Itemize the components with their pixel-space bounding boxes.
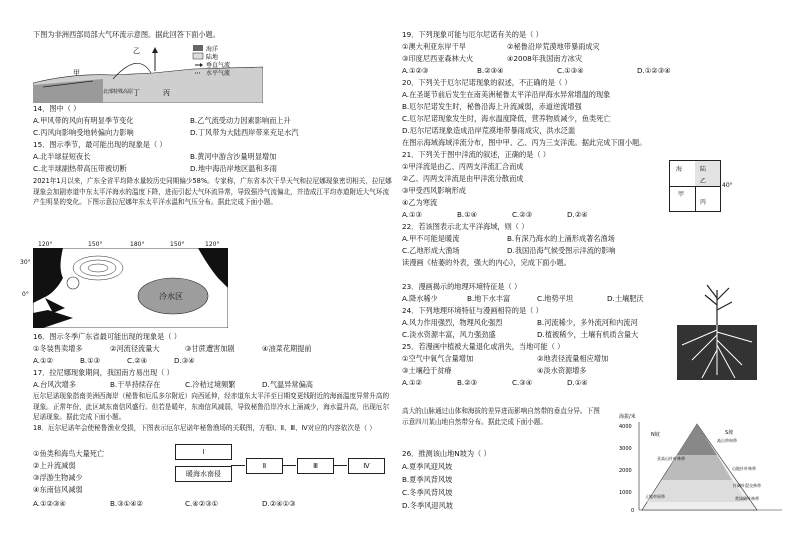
q17-option-a[interactable]: A.台风次增多 — [33, 380, 77, 389]
label-s-slope: S坡 — [725, 430, 734, 436]
right-column — [397, 0, 794, 549]
q16-choice-c[interactable]: C.②④ — [127, 356, 148, 365]
q18-opt-3: ③浮游生物减少 — [33, 473, 83, 482]
ocean-lat-40: 40° — [722, 182, 733, 189]
q25-choice-b[interactable]: B.②③ — [457, 378, 478, 387]
q19-choice-a[interactable]: A.①②③ — [402, 66, 429, 75]
q18-choice-c[interactable]: C.④②③① — [185, 499, 219, 508]
q20-option-a[interactable]: A.在圣诞节前后发生在南美洲秘鲁太平洋沿岸海水异常增温的现象 — [402, 90, 611, 99]
legend-vertical: 垂直气流 — [206, 62, 231, 69]
q18-choice-b[interactable]: B.③①④② — [110, 499, 143, 508]
q14-stem: 14．图中（ ） — [33, 104, 81, 113]
q25-opt-4: ④淡水资源增多 — [537, 366, 587, 375]
flow-box-iv: Ⅳ — [348, 458, 385, 474]
passage-elnino: 厄尔尼诺现象指南美洲西海岸（秘鲁和厄瓜多尔附近）向西延伸，经赤道东太平洋至日期变更线附近的海面温度异常升高的现象。正常年份，此区域东南信风盛行。但若是暖年，东南信风减弱，导致秘鲁沿岸冷水上涌减少，海水温升高，出现厄尔尼诺现象。据此完成下面小题。 — [33, 392, 390, 422]
q25-stem: 25．若漫画中植被大量退化或消失，当地可能（ ） — [402, 342, 565, 351]
comic-intro: 读漫画《枯萎的外表，强大的内心》，完成下面小题。 — [402, 258, 571, 267]
lat-label-30: 30° — [20, 259, 31, 266]
q24-option-c[interactable]: C.淡水资源丰富，风力强劲盛 — [402, 330, 496, 339]
q18-stem: 18．厄尔尼诺年会使秘鲁渔业受损，下图表示厄尔尼诺年秘鲁渔场的关联图，方框Ⅰ、Ⅱ、Ⅲ、Ⅳ对应的内容依次是（ ） — [33, 424, 376, 432]
y-tick-1000: 1000 — [619, 490, 632, 496]
q24-option-b[interactable]: B.河流稀少，多外流河和内流河 — [537, 318, 638, 327]
q19-opt-2: ②秘鲁沿岸荒漠地带暴雨成灾 — [507, 42, 600, 51]
mountain-y-title: 海拔/米 — [619, 414, 636, 420]
q22-option-b[interactable]: B.有深乃海水的上涌形成著名渔场 — [507, 234, 615, 243]
q18-opt-2: ②上升流减弱 — [33, 461, 76, 470]
q18-choice-d[interactable]: D.②④①③ — [262, 499, 296, 508]
legend-horizontal: 水平气流 — [206, 70, 231, 77]
q15-option-d[interactable]: D.地中海沿岸地区温和多雨 — [190, 164, 277, 173]
q25-opt-2: ②地表径流量相应增加 — [537, 354, 609, 363]
passage-mountain: 高大的山脉通过山体和海拔的差异进而影响自然带的垂直分异。下图示意四川某山地自然带分布。据此完成下面小题。 — [402, 407, 600, 426]
q21-choice-b[interactable]: B.①④ — [457, 210, 478, 219]
q16-opt-1: ①冬装售卖增多 — [33, 344, 83, 353]
lat-label-0: 0° — [22, 291, 29, 298]
flow-arrow-2 — [282, 465, 296, 466]
q16-opt-2: ②河流径流量大 — [110, 344, 160, 353]
q26-option-a[interactable]: A.夏季风迎风坡 — [402, 462, 453, 471]
q19-stem: 19．下列现象可能与厄尔尼诺有关的是（ ） — [402, 30, 543, 39]
y-tick-4000: 4000 — [619, 424, 632, 430]
ocean-label-land: 陆 — [700, 166, 707, 173]
q16-choice-b[interactable]: B.①③ — [80, 356, 101, 365]
q16-opt-4: ④油菜花期提前 — [262, 344, 312, 353]
fig1-side-note: 北部特殊高原 — [103, 89, 134, 95]
q19-opt-4: ④2008年我国南方冰灾 — [507, 54, 583, 63]
q21-opt-1: ①甲洋流是由乙、丙两支洋流汇合而成 — [402, 162, 524, 171]
q25-opt-1: ①空气中氧气含量增加 — [402, 354, 474, 363]
y-tick-0: 0 — [631, 508, 635, 514]
q26-option-b[interactable]: B.夏季风背风坡 — [402, 475, 453, 484]
label-grassland: 土地草原带 — [645, 494, 665, 499]
q18-choice-a[interactable]: A.①②③④ — [33, 499, 66, 508]
label-alpine-meadow: 高山草甸带 — [717, 438, 737, 443]
mountain-figure — [617, 410, 787, 515]
y-tick-3000: 3000 — [619, 446, 632, 452]
q21-choice-a[interactable]: A.①③ — [402, 210, 422, 219]
ocean-cell-bing: 丙 — [700, 199, 707, 206]
lon-label-4: 150° — [170, 241, 185, 248]
q24-option-a[interactable]: A.风力作用强烈，物理风化强烈 — [402, 318, 503, 327]
q15-stem: 15．图示季节，最可能出现的现象是（ ） — [33, 140, 167, 149]
q18-opt-1: ①鱼类和海鸟大量死亡 — [33, 449, 105, 458]
q16-choice-a[interactable]: A.①② — [33, 356, 53, 365]
q23-stem: 23．漫画揭示的地理环境特征是（ ） — [402, 282, 522, 291]
q17-option-b[interactable]: B.干旱持续存在 — [110, 380, 161, 389]
ocean-label-sea: 海 — [676, 166, 683, 173]
fig1-label-ding: 丁 — [133, 89, 140, 97]
label-n-slope: N坡 — [651, 432, 660, 438]
q24-option-d[interactable]: D.植被稀少，土壤有机质含量大 — [537, 330, 639, 339]
q20-option-b[interactable]: B.厄尔尼诺发生时，秘鲁沿海上升流减弱，赤道逆流增强 — [402, 102, 582, 111]
fig1-label-jia: 甲 — [73, 69, 80, 77]
label-subalpine-conifer: 亚高山针叶林带 — [657, 456, 685, 461]
q19-choice-c[interactable]: C.①③④ — [557, 66, 584, 75]
q20-option-d[interactable]: D.厄尔尼诺现象造成沿岸荒漠地带暴雨成灾，洪水泛滥 — [402, 126, 576, 135]
q16-stem: 16．图示冬季广东省最可能出现的现象是（ ） — [33, 332, 181, 341]
q14-option-c[interactable]: C.丙风向影响受地转偏向力影响 — [33, 128, 134, 137]
q21-opt-4: ④乙为寒流 — [402, 198, 438, 207]
q19-choice-d[interactable]: D.①②③④ — [637, 66, 671, 75]
tree-comic — [677, 280, 757, 380]
q18-opt-4: ④东南信风减弱 — [33, 485, 83, 494]
passage-lanina: 2021年1月以来，广东全省平均降水量较历史同期偏少58%。专家称，广东省本次干旱天气和拉尼娜现象密切相关，拉尼娜现象会加剧赤道中东太平洋海水的温度下降，进而引起大气环流异常，导致强冷气流偏北，并造成江平均赤道附近大气环流产生明显的变化。下图示意拉尼娜年东太平洋水温和气压分布。据此完成下面小题。 — [33, 177, 392, 207]
flow-box-warm: 暖海水南侵 — [175, 466, 232, 482]
fig1-label-yi: 乙 — [133, 47, 140, 55]
q23-option-a[interactable]: A.降水稀少 — [402, 294, 438, 303]
q17-option-d[interactable]: D.气温异常偏高 — [262, 380, 313, 389]
label-mountain-conifer: 山地针叶林带 — [732, 466, 756, 471]
q21-opt-3: ③甲受西风影响形成 — [402, 186, 466, 195]
q22-stem: 22．若该图表示北太平洋海域，则（ ） — [402, 222, 529, 231]
pacific-map — [33, 248, 228, 328]
q25-choice-d[interactable]: D.①④ — [567, 378, 588, 387]
q14-option-d[interactable]: D.丁风带为大陆西岸带来充足水汽 — [190, 128, 299, 137]
cold-water-label: 冷水区 — [159, 292, 183, 301]
flow-box-iii: Ⅲ — [297, 458, 334, 474]
q26-option-d[interactable]: D.冬季风迎风坡 — [402, 501, 453, 510]
q26-stem: 26．推测该山地N坡为（ ） — [402, 449, 491, 458]
lon-label-3: 180° — [130, 241, 145, 248]
flow-arrow-3 — [333, 465, 347, 466]
q19-choice-b[interactable]: B.②③④ — [477, 66, 504, 75]
fig1-label-bing: 丙 — [163, 89, 170, 97]
q19-opt-1: ①澳大利亚东岸干旱 — [402, 42, 466, 51]
flow-box-ii: Ⅱ — [246, 458, 283, 474]
label-mixed-forest: 针阔叶混交林带 — [733, 483, 761, 488]
q22-option-a[interactable]: A.甲不可能是暖流 — [402, 234, 460, 243]
passage-currents: 在图示海域海域洋流分布，图中甲、乙、丙为三支洋流。据此完成下面小题。 — [402, 138, 647, 147]
q17-option-c[interactable]: C.冷秸过境频繁 — [185, 380, 236, 389]
legend-ocean: 海洋 — [206, 46, 219, 53]
lon-label-5: 120° — [205, 241, 220, 248]
q22-option-d[interactable]: D.我国沿海气候受图示洋流的影响 — [507, 246, 616, 255]
q25-choice-a[interactable]: A.①② — [402, 378, 422, 387]
ocean-cell-jia: 甲 — [678, 191, 685, 198]
q23-option-c[interactable]: C.地势平坦 — [537, 294, 574, 303]
q22-option-c[interactable]: C.乙地形成大渔场 — [402, 246, 460, 255]
q23-option-d[interactable]: D.土壤肥沃 — [607, 294, 644, 303]
q15-option-a[interactable]: A.北半球昼短夜长 — [33, 152, 91, 161]
q21-choice-c[interactable]: C.②③ — [512, 210, 533, 219]
q21-stem: 21．下列关于图中洋流的叙述，正确的是（ ） — [402, 150, 550, 159]
q21-choice-d[interactable]: D.②④ — [567, 210, 588, 219]
q24-stem: 24．下列地理环境特征与漫画相符的是（ ） — [402, 306, 543, 315]
q15-option-c[interactable]: C.北半球副热带高压带被切断 — [33, 164, 127, 173]
flow-box-i: Ⅰ — [175, 444, 232, 460]
q26-option-c[interactable]: C.冬季风背风坡 — [402, 488, 453, 497]
q16-choice-d[interactable]: D.③④ — [174, 356, 195, 365]
q17-stem: 17．拉尼娜现象期间，我国南方易出现（ ） — [33, 368, 174, 377]
intro-text: 下图为非洲西部局部大气环流示意图。据此回答下面小题。 — [33, 30, 220, 39]
q21-opt-2: ②乙、丙两支洋流是由甲洋流分散而成 — [402, 174, 524, 183]
atmosphere-figure — [33, 43, 263, 103]
ocean-cell-yi: 乙 — [700, 178, 707, 185]
lon-label-2: 150° — [88, 241, 103, 248]
lon-label-1: 120° — [38, 241, 53, 248]
flow-arrow-1 — [231, 465, 245, 466]
q23-option-b[interactable]: B.地下水丰富 — [467, 294, 511, 303]
label-evergreen-broadleaf: 常绿阔叶林带 — [735, 496, 759, 501]
legend-land: 陆地 — [206, 54, 219, 61]
q15-option-b[interactable]: B.黄河中游含沙量明显增加 — [190, 152, 277, 161]
q25-opt-3: ③土壤趋于贫瘠 — [402, 366, 452, 375]
y-tick-2000: 2000 — [619, 468, 632, 474]
q14-option-a[interactable]: A.甲风带的风向有明显季节变化 — [33, 116, 134, 125]
q25-choice-c[interactable]: C.③④ — [512, 378, 533, 387]
ocean-figure — [669, 160, 721, 212]
q16-opt-3: ③甘蔗遭害加剧 — [185, 344, 235, 353]
q14-option-b[interactable]: B.乙气流受动力因素影响而上升 — [190, 116, 291, 125]
q20-stem: 20．下列关于厄尔尼诺现象的叙述，不正确的是（ ） — [402, 78, 572, 87]
q19-opt-3: ③印度尼西亚森林大火 — [402, 54, 474, 63]
q20-option-c[interactable]: C.厄尔尼诺现象发生时，海水温度降低，营养物质减少，鱼类死亡 — [402, 114, 611, 123]
